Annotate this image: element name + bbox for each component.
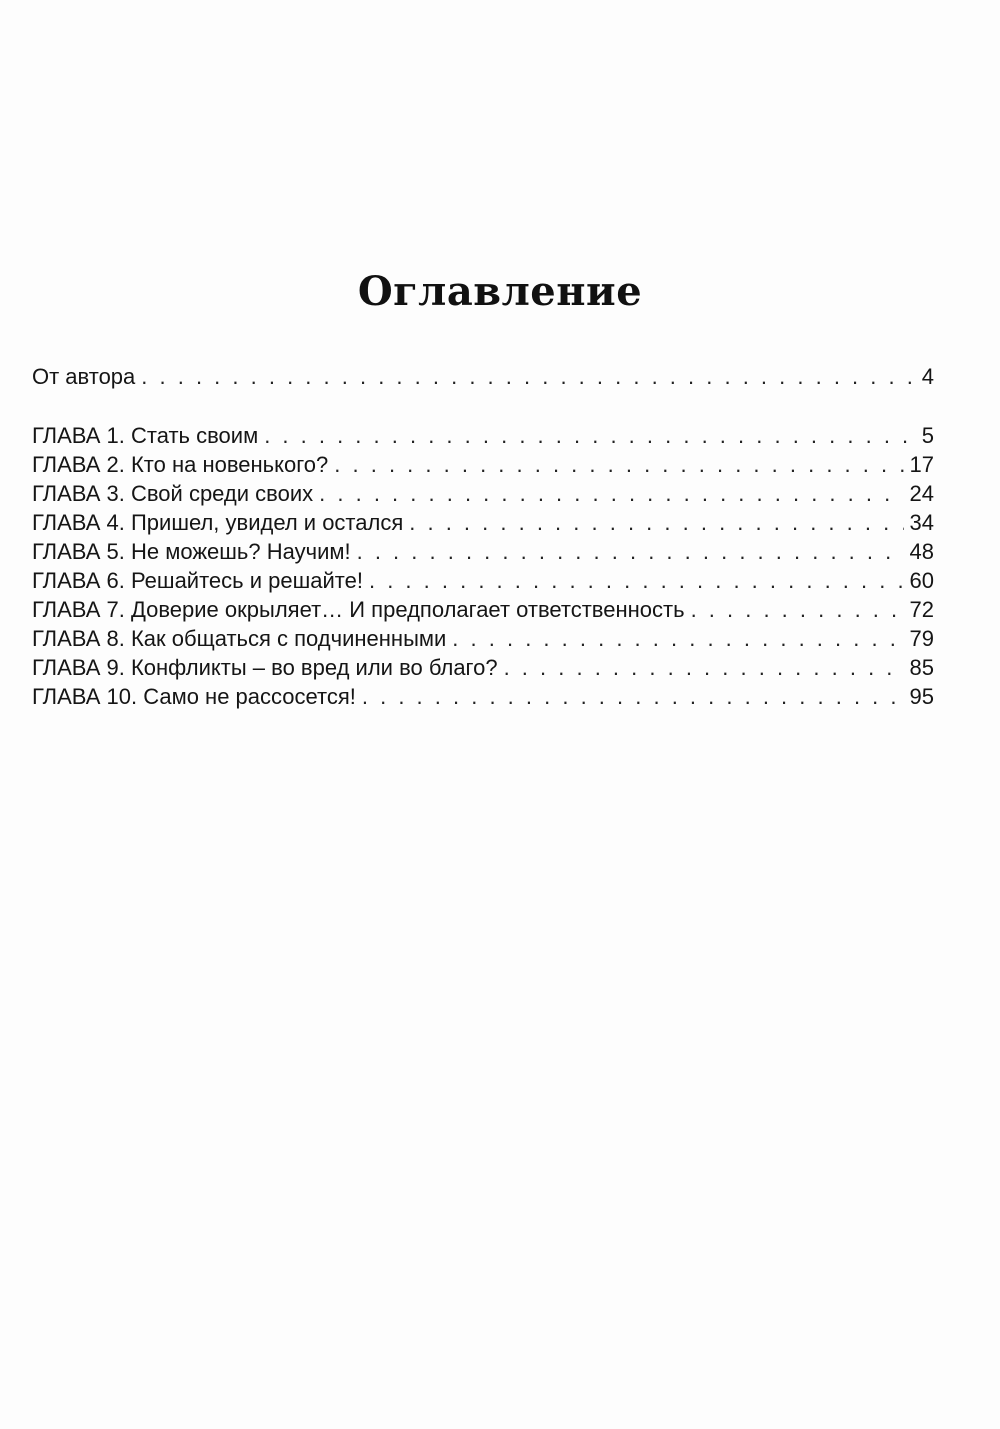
dot-leader xyxy=(357,539,904,565)
toc-entry-page: 4 xyxy=(921,364,934,389)
dot-leader xyxy=(691,597,904,623)
dot-leader xyxy=(362,684,904,710)
table-of-contents xyxy=(32,364,934,713)
toc-entry-title: ГЛАВА 3. Свой среди своих xyxy=(32,481,314,506)
dot-leader xyxy=(452,626,903,652)
toc-entry-title: От автора xyxy=(32,364,136,389)
toc-entry-title: ГЛАВА 1. Стать своим xyxy=(32,423,259,448)
toc-entry-title: ГЛАВА 5. Не можешь? Научим! xyxy=(32,539,351,564)
page-title: Оглавление xyxy=(357,268,643,315)
toc-entry-title: ГЛАВА 10. Само не рассосется! xyxy=(32,684,356,709)
toc-entry-chapter-8[interactable] xyxy=(32,626,934,655)
toc-entry-chapter-2[interactable] xyxy=(32,452,934,481)
toc-entry-title: ГЛАВА 6. Решайтесь и решайте! xyxy=(32,568,363,593)
toc-entry-page: 17 xyxy=(909,452,934,477)
toc-entry-title: ГЛАВА 9. Конфликты – во вред или во благо? xyxy=(32,655,498,680)
toc-entry-page: 34 xyxy=(909,510,934,535)
toc-entry-page: 48 xyxy=(909,539,934,564)
toc-entry-page: 60 xyxy=(909,568,934,593)
toc-entry-foreword[interactable] xyxy=(32,364,934,393)
dot-leader xyxy=(319,481,903,507)
dot-leader xyxy=(409,510,903,536)
dot-leader xyxy=(141,364,915,390)
toc-entry-chapter-9[interactable] xyxy=(32,655,934,684)
toc-entry-chapter-5[interactable] xyxy=(32,539,934,568)
dot-leader xyxy=(369,568,904,594)
toc-entry-page: 85 xyxy=(909,655,934,680)
toc-entry-title: ГЛАВА 4. Пришел, увидел и остался xyxy=(32,510,404,535)
toc-entry-title: ГЛАВА 8. Как общаться с подчиненными xyxy=(32,626,447,651)
toc-entry-page: 5 xyxy=(921,423,934,448)
toc-entry-chapter-3[interactable] xyxy=(32,481,934,510)
toc-entry-page: 24 xyxy=(909,481,934,506)
toc-entry-chapter-10[interactable] xyxy=(32,684,934,713)
toc-entry-page: 79 xyxy=(909,626,934,651)
toc-entry-page: 95 xyxy=(909,684,934,709)
dot-leader xyxy=(264,423,916,449)
toc-entry-chapter-4[interactable] xyxy=(32,510,934,539)
toc-entry-chapter-6[interactable] xyxy=(32,568,934,597)
toc-entry-chapter-1[interactable] xyxy=(32,423,934,452)
toc-entry-chapter-7[interactable] xyxy=(32,597,934,626)
dot-leader xyxy=(504,655,904,681)
toc-entry-title: ГЛАВА 2. Кто на новенького? xyxy=(32,452,329,477)
dot-leader xyxy=(334,452,903,478)
toc-entry-title: ГЛАВА 7. Доверие окрыляет… И предполагает ответственность xyxy=(32,597,685,622)
toc-entry-page: 72 xyxy=(909,597,934,622)
